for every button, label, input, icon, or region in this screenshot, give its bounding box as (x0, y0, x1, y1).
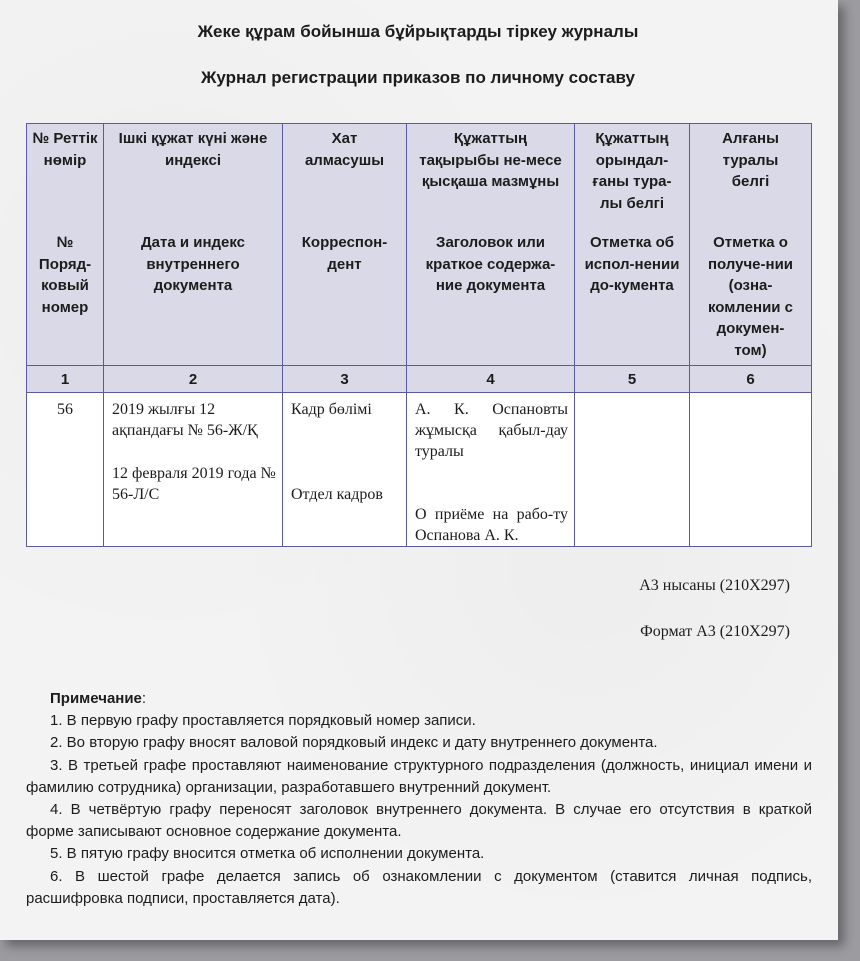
document-date-index: 2019 жылғы 12 ақпандағы № 56-Ж/Қ 12 февраля 2019 года № 56-Л/С (104, 393, 283, 547)
table-header-row (27, 124, 812, 366)
header-col-1: № Реттік нөмір № Поряд-ковый номер (27, 124, 104, 366)
registration-table (26, 123, 812, 547)
title-russian: Журнал регистрации приказов по личному составу (201, 68, 635, 87)
note-item: 2. Во вторую графу вносят валовой порядковый индекс и дату внутреннего документа. (50, 734, 658, 752)
column-number: 5 (575, 366, 690, 393)
format-russian: Формат А3 (210Х297) (640, 623, 790, 640)
header-col-5: Құжаттың орындал-ғаны тура-лы белгі Отметка об испол-нении до-кумента (575, 124, 690, 366)
column-number: 1 (27, 366, 104, 393)
column-number: 2 (104, 366, 283, 393)
header-col-4: Құжаттың тақырыбы не-месе қысқаша мазмұны Заголовок или краткое содержа-ние документа (407, 124, 575, 366)
title-kazakh: Жеке құрам бойынша бұйрықтарды тіркеу журналы (197, 22, 639, 41)
row-number: 56 (27, 393, 104, 547)
notes-heading: Примечание: (50, 690, 147, 707)
column-number-row (27, 366, 812, 393)
receipt-mark (690, 393, 812, 547)
column-number: 3 (283, 366, 407, 393)
note-item: 4. В четвёртую графу переносят заголовок внутреннего документа. В случае его отсутствия в краткой форме записывают основное содержание документа. (26, 801, 812, 841)
execution-mark (575, 393, 690, 547)
header-col-6: Алғаны туралы белгі Отметка о получе-нии (озна-комлении с докумен-том) (690, 124, 812, 366)
format-kazakh: А3 нысаны (210Х297) (639, 577, 790, 594)
table-row (27, 393, 812, 547)
header-col-3: Хат алмасушы Корреспон-дент (283, 124, 407, 366)
header-col-2: Ішкі құжат күні және индексі Дата и индекс внутреннего документа (104, 124, 283, 366)
document-title: А. К. Оспановты жұмысқа қабыл-дау туралы О приёме на рабо-ту Оспанова А. К. (407, 393, 575, 547)
column-number: 4 (407, 366, 575, 393)
notes-section (26, 688, 812, 910)
note-item: 1. В первую графу проставляется порядковый номер записи. (50, 712, 476, 730)
column-number: 6 (690, 366, 812, 393)
correspondent: Кадр бөлімі Отдел кадров (283, 393, 407, 547)
note-item: 3. В третьей графе проставляют наименование структурного подразделения (должность, инициал имени и фамилию сотрудника) организации, разработавшего внутренний документ. (26, 756, 812, 796)
note-item: 5. В пятую графу вносится отметка об исполнении документа. (50, 845, 485, 863)
note-item: 6. В шестой графе делается запись об ознакомлении с документом (ставится личная подпись, расшифровка подписи, проставляется дата). (26, 867, 812, 907)
